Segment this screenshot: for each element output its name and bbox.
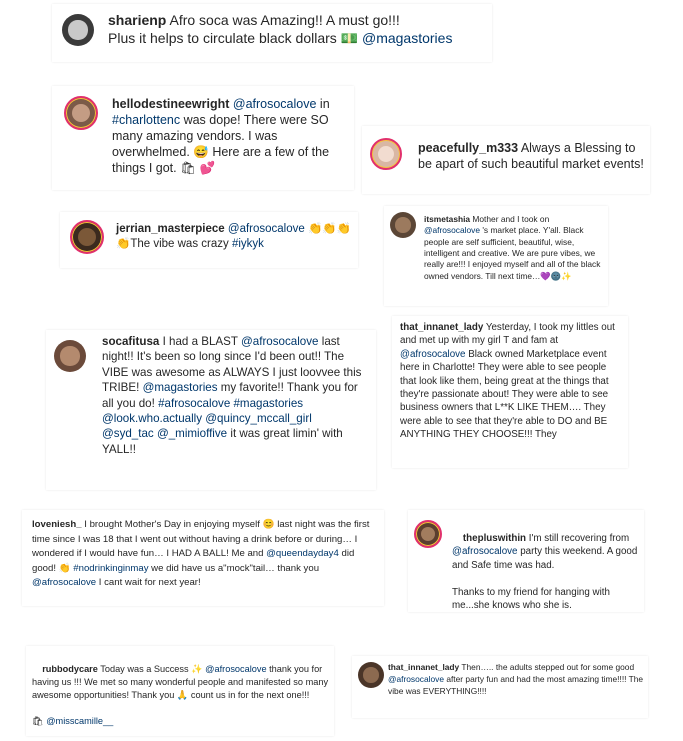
mention-link[interactable]: @misscamille__: [46, 716, 114, 727]
comment-card-that-innanet-lady-2: [352, 656, 648, 718]
mention-link[interactable]: @magastories: [142, 381, 218, 395]
mention-link[interactable]: @queendayday4: [266, 548, 339, 560]
mention-link[interactable]: @afrosocalove: [452, 546, 518, 558]
mention-link[interactable]: @afrosocalove: [32, 577, 97, 589]
comment-text: thank you for having us !!! We met so many wonderful people and manifested so many awesome opportunities! Thank you 🙏 count us in for the next one!!! 🛍: [32, 664, 329, 727]
avatar[interactable]: [62, 14, 94, 46]
comment-card-rubbodycare: [26, 646, 334, 736]
mention-link[interactable]: @afrosocalove: [227, 223, 305, 235]
comment-text: 's market place. Y'all. Black people are self sufficient, beautiful, wise, intelligent and creative. We are pure vibes, we really are!!! I enjoyed myself and all of the black owned vendors. Till next time…💜🌚✨: [424, 225, 601, 281]
comment-text: last night!! It's been so long since I'd been out!! The VIBE was awesome as ALWAYS I just loovvee this TRIBE!: [102, 335, 362, 395]
comment-card-peacefully-m333: [362, 126, 650, 194]
comment-text: Afro soca was Amazing!! A must go!!!: [169, 12, 400, 28]
mention-link[interactable]: @afrosocalove: [241, 335, 319, 348]
username[interactable]: that_innanet_lady: [388, 662, 460, 672]
username[interactable]: peacefully_m333: [418, 141, 519, 155]
avatar[interactable]: [70, 220, 104, 254]
username[interactable]: loveniesh_: [32, 519, 82, 530]
mention-link[interactable]: @afrosocalove: [388, 673, 444, 684]
avatar[interactable]: [414, 520, 442, 548]
avatar[interactable]: [370, 138, 402, 170]
comment-text: 👏👏👏👏The vibe was crazy: [116, 223, 351, 250]
comment-card-itsmetashia: [384, 206, 608, 306]
hashtag-link[interactable]: #nodrinkinginmay: [73, 562, 149, 574]
comment-text: Black owned Marketplace event here in Charlotte! They were able to see people that look like them, being great at the things that they're passionate about! They were able to see business owners that L**K LIKE THEM…. They were able to see that they're able to DO and BE ANYTHING THEY CHOOSE!!! They: [400, 348, 609, 441]
comment-card-socafitusa: [46, 330, 376, 490]
mention-link[interactable]: @afrosocalove: [400, 348, 466, 360]
comment-text: my favorite!! Thank you for all you do!: [102, 381, 358, 410]
mention-link[interactable]: @afrosocalove: [232, 97, 317, 111]
mention-link[interactable]: @magastories: [361, 29, 453, 46]
comment-text: Always a Blessing to be apart of such beautiful market events!: [418, 141, 644, 171]
username[interactable]: hellodestineewright: [112, 97, 230, 111]
comment-text: did good! 👏: [32, 548, 355, 574]
comment-text: I brought Mother's Day in enjoying myself 😊 last night was the first time since I was 18 that I went out without having a drink before or during… I wondered if I would have fun… I HAD A BALL! Me and: [32, 519, 370, 560]
mention-link[interactable]: @afrosocalove: [424, 225, 480, 236]
avatar[interactable]: [358, 662, 384, 688]
comment-text: I'm still recovering from: [526, 532, 632, 544]
comment-card-sharienp: [52, 4, 492, 62]
comment-text: in: [316, 97, 330, 111]
comment-text: after party fun and had the most amazing time!!!! The vibe was EVERYTHING!!!!: [388, 673, 644, 696]
comment-text: party this weekend. A good and Safe time was had. Thanks to my friend for hanging with me...she knows who she is.: [452, 546, 638, 612]
username[interactable]: socafitusa: [102, 335, 160, 348]
avatar[interactable]: [54, 340, 86, 372]
hashtag-link[interactable]: #iykyk: [231, 237, 264, 250]
username[interactable]: thepluswithin: [462, 532, 527, 544]
hashtag-link[interactable]: #afrosocalove #magastories @look.who.actually @quincy_mccall_girl @syd_tac @_mimioffive: [102, 396, 312, 441]
username[interactable]: itsmetashia: [424, 214, 471, 224]
comment-text: Today was a Success ✨: [97, 664, 206, 675]
username[interactable]: jerrian_masterpiece: [116, 223, 225, 235]
comment-card-hellodestineewright: [52, 86, 354, 190]
comment-card-thepluswithin: [408, 510, 644, 612]
comment-text: I cant wait for next year!: [96, 577, 201, 589]
comment-text: Yesterday, I took my littles out and met up with my girl T and fam at: [400, 322, 615, 347]
comment-card-loveniesh: [22, 510, 384, 606]
comment-text: we did have us a"mock"tail… thank you: [148, 562, 320, 574]
mention-link[interactable]: @afrosocalove: [205, 664, 267, 675]
avatar[interactable]: [390, 212, 416, 238]
username[interactable]: that_innanet_lady: [400, 322, 484, 333]
comment-card-jerrian-masterpiece: [60, 212, 358, 268]
avatar[interactable]: [64, 96, 98, 130]
comment-text: was dope! There were SO many amazing vendors. I was overwhelmed. 😅 Here are a few of the things I got. 🛍 💕: [112, 113, 330, 175]
comment-text: Then….. the adults stepped out for some good: [459, 662, 635, 672]
username[interactable]: rubbodycare: [42, 664, 98, 675]
comment-text: Mother and I took on: [470, 214, 550, 224]
hashtag-link[interactable]: #charlottenc: [112, 113, 181, 127]
username[interactable]: sharienp: [108, 12, 167, 28]
comment-text: I had a BLAST: [159, 335, 241, 348]
comment-text: Plus it helps to circulate black dollars 💵: [108, 29, 362, 46]
comment-card-that-innanet-lady: [392, 316, 628, 468]
comment-text: it was great limin' with YALL!!: [102, 427, 343, 456]
